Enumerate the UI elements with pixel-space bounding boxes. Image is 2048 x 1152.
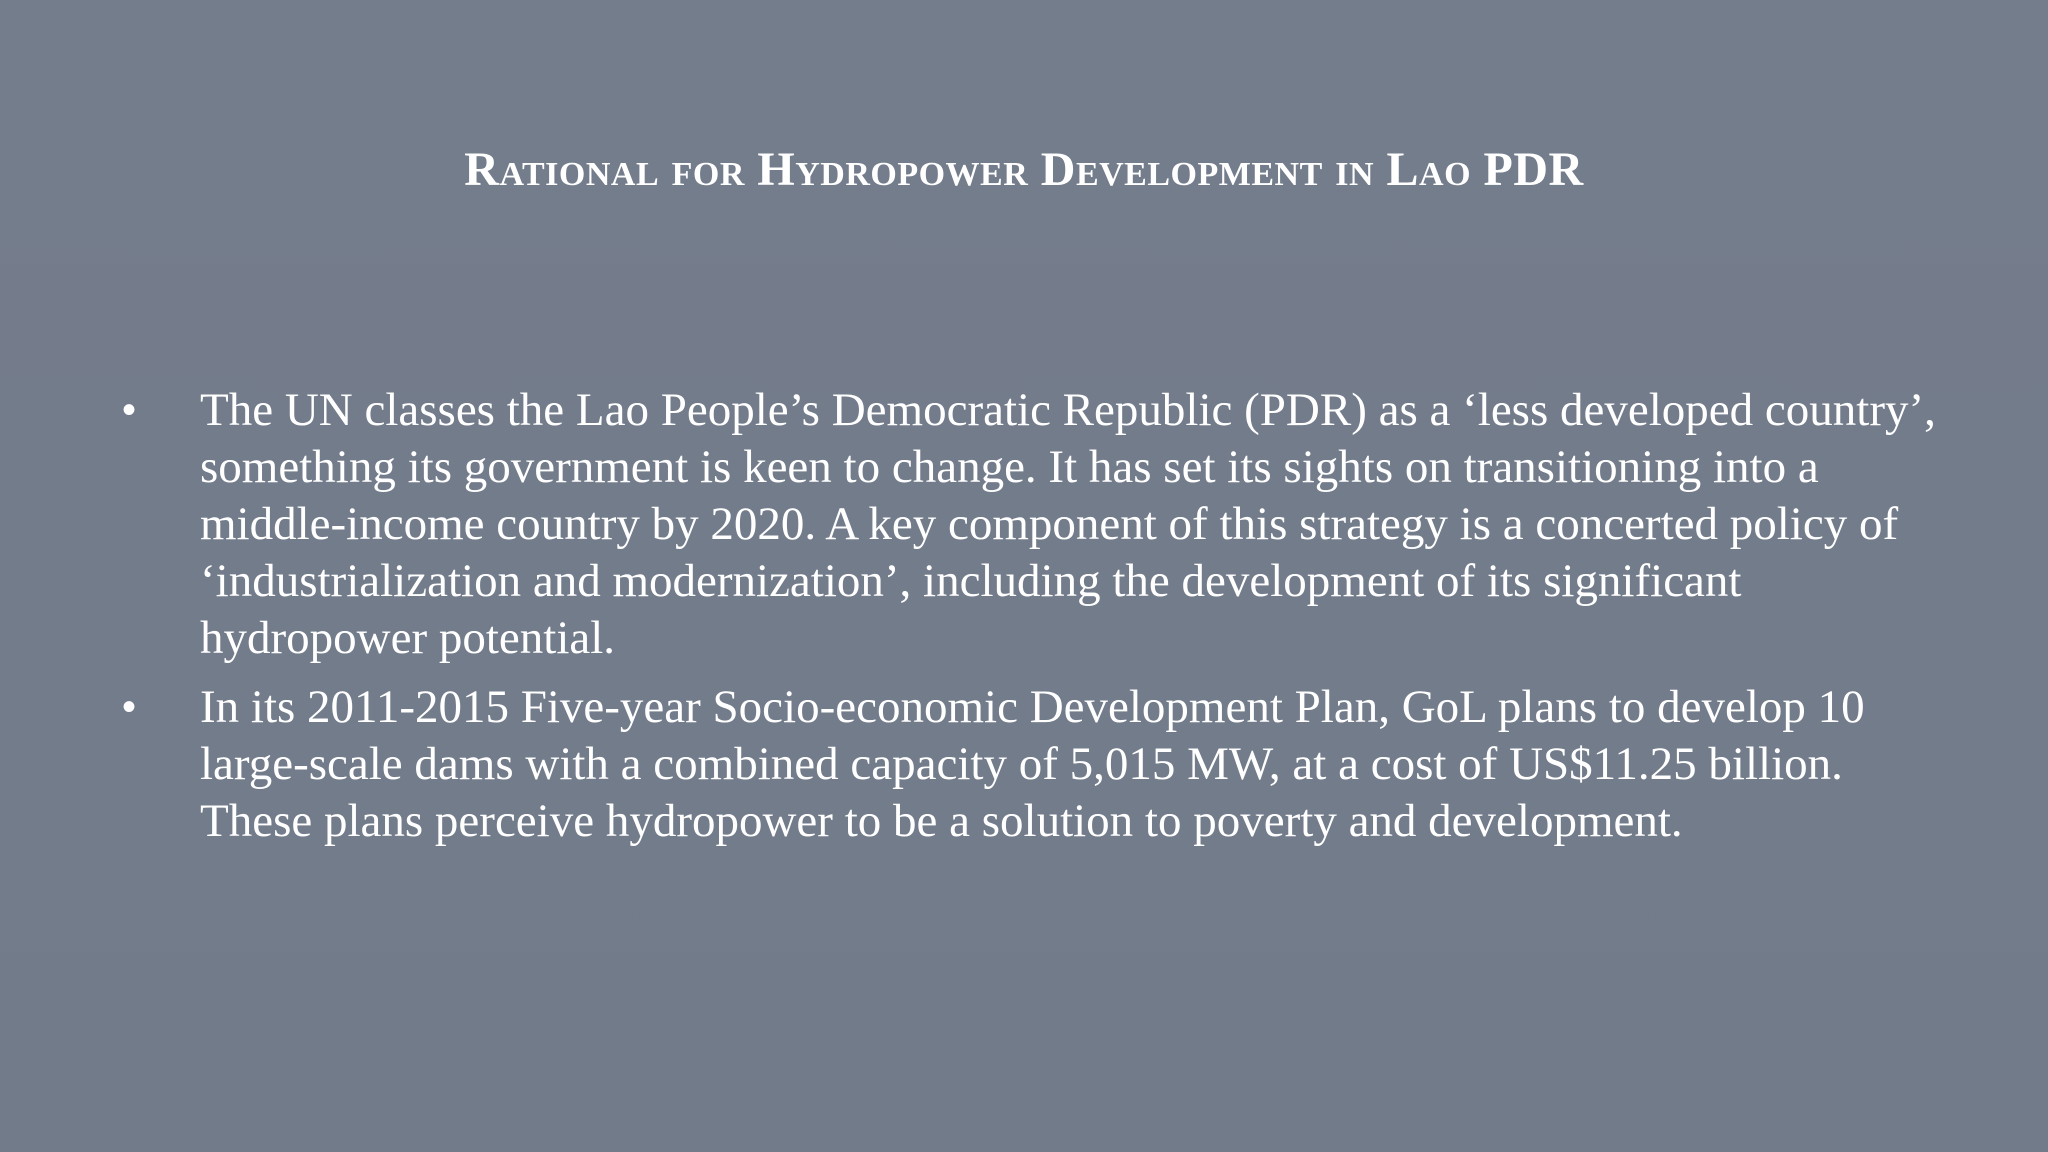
bullet-text: In its 2011-2015 Five-year Socio-economic Development Plan, GoL plans to develop 10 large-scale dams with a combined capacity of 5,015 MW, at a cost of US$11.25 billion. These plans perceive hydropower to be a solution to poverty and development. — [200, 681, 1865, 847]
bullet-text: The UN classes the Lao People’s Democratic Republic (PDR) as a ‘less developed country’, something its government is keen to change. It has set its sights on transitioning into a middle-income country by 2020. A key component of this strategy is a concerted policy of ‘industrialization and modernization’, including the development of its significant hydropower potential. — [200, 384, 1936, 664]
bullet-item — [118, 679, 1938, 850]
bullet-list — [118, 382, 1938, 862]
bullet-icon: • — [122, 388, 137, 432]
bullet-item — [118, 382, 1938, 667]
bullet-icon: • — [122, 685, 137, 729]
slide-title: Rational for Hydropower Development in Lao PDR — [464, 143, 1584, 196]
